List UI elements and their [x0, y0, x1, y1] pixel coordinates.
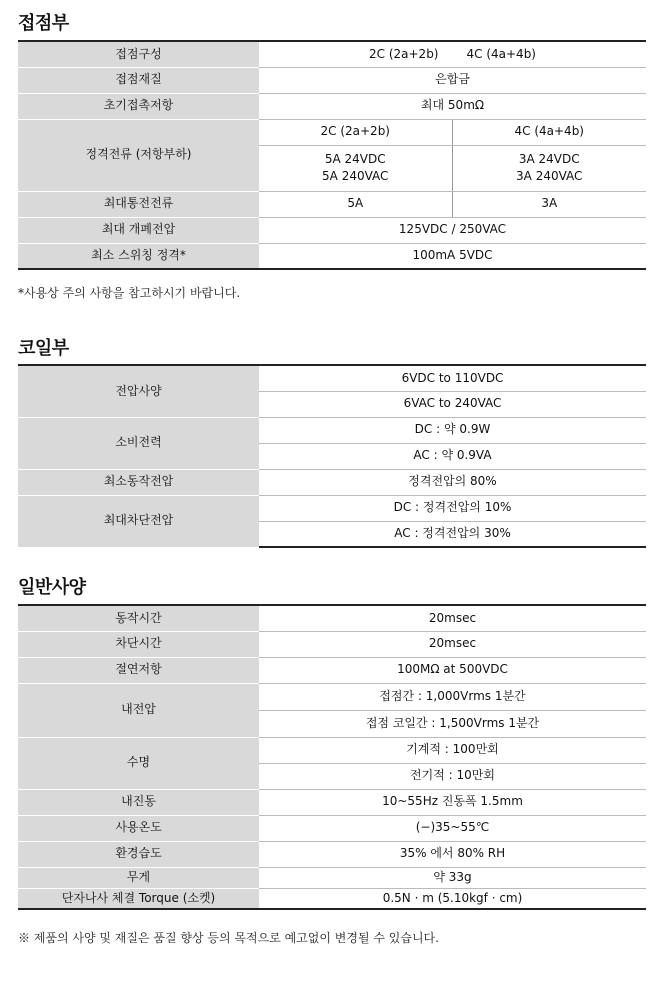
- row-label: 최대차단전압: [18, 495, 259, 547]
- rated-2c-ac: 5A 240VAC: [322, 169, 389, 183]
- table-row: [18, 657, 646, 683]
- general-spec-table: [18, 604, 646, 910]
- row-value: 6VDC to 110VDC: [259, 365, 646, 391]
- coil-spec-table: [18, 364, 646, 548]
- table-row: [18, 605, 646, 631]
- row-value: [259, 41, 646, 67]
- contact-spec-table: [18, 40, 646, 270]
- table-row: [18, 93, 646, 119]
- table-row: [18, 41, 646, 67]
- row-value: 6VAC to 240VAC: [259, 391, 646, 417]
- rated-4c-ac: 3A 240VAC: [516, 169, 583, 183]
- section-title-general: 일반사양: [18, 577, 86, 598]
- table-row: [18, 495, 646, 521]
- row-value: 5A: [259, 191, 452, 217]
- table-row: [18, 191, 646, 217]
- table-row: [18, 737, 646, 763]
- row-value: AC : 약 0.9VA: [259, 443, 646, 469]
- rated-current-sublabel: (저항부하): [135, 147, 192, 162]
- row-value: 3A: [452, 191, 646, 217]
- rated-2c-dc: 5A 24VDC: [324, 151, 386, 166]
- section-title-contact: 접점부: [18, 13, 69, 34]
- row-value: 125VDC / 250VAC: [259, 217, 646, 243]
- row-value: (−)35~55℃: [259, 815, 646, 841]
- general-note: ※ 제품의 사양 및 재질은 품질 향상 등의 목적으로 예고없이 변경될 수 있습니다.: [18, 931, 439, 945]
- row-label: [18, 119, 259, 191]
- row-value: 접점 코일간 : 1,500Vrms 1분간: [259, 710, 646, 737]
- row-value: 100mA 5VDC: [259, 243, 646, 269]
- row-value: DC : 정격전압의 10%: [259, 495, 646, 521]
- row-value: AC : 정격전압의 30%: [259, 521, 646, 547]
- row-value: 20msec: [259, 631, 646, 657]
- table-row: [18, 67, 646, 93]
- row-value: 약 33g: [259, 867, 646, 888]
- row-label: 단자나사 체결 Torque (소켓): [18, 888, 259, 909]
- row-label: 전압사양: [18, 365, 259, 417]
- table-row: [18, 469, 646, 495]
- table-row: [18, 417, 646, 443]
- section-title-coil: 코일부: [18, 338, 69, 359]
- table-row: [18, 789, 646, 815]
- config-2c: 2C (2a+2b): [369, 46, 439, 61]
- row-label: 접점재질: [18, 67, 259, 93]
- row-value: 10~55Hz 진동폭 1.5mm: [259, 789, 646, 815]
- table-row: [18, 243, 646, 269]
- row-label: 최소 스위칭 정격*: [18, 243, 259, 269]
- table-row: [18, 867, 646, 888]
- row-value: DC : 약 0.9W: [259, 417, 646, 443]
- row-value: 접점간 : 1,000Vrms 1분간: [259, 683, 646, 710]
- row-label: 동작시간: [18, 605, 259, 631]
- row-value: 정격전압의 80%: [259, 469, 646, 495]
- config-4c: 4C (4a+4b): [466, 46, 536, 61]
- row-label: 최소동작전압: [18, 469, 259, 495]
- row-value: 전기적 : 10만회: [259, 763, 646, 789]
- row-value: [452, 145, 646, 191]
- table-row: [18, 841, 646, 867]
- row-value: 은합금: [259, 67, 646, 93]
- col-head-4c: 4C (4a+4b): [452, 119, 646, 145]
- table-row: [18, 119, 646, 145]
- contact-note: *사용상 주의 사항을 참고하시기 바랍니다.: [18, 286, 241, 300]
- row-label: 내전압: [18, 683, 259, 737]
- row-value: 0.5N · m (5.10kgf · cm): [259, 888, 646, 909]
- row-label: 무게: [18, 867, 259, 888]
- row-label: 수명: [18, 737, 259, 789]
- row-label: 절연저항: [18, 657, 259, 683]
- rated-current-label: 정격전류: [85, 147, 132, 162]
- row-label: 초기접촉저항: [18, 93, 259, 119]
- row-label: 소비전력: [18, 417, 259, 469]
- rated-4c-dc: 3A 24VDC: [518, 151, 580, 166]
- row-label: 최대통전전류: [18, 191, 259, 217]
- row-label: 차단시간: [18, 631, 259, 657]
- row-value: 기계적 : 100만회: [259, 737, 646, 763]
- row-label: 환경습도: [18, 841, 259, 867]
- table-row: [18, 631, 646, 657]
- row-label: 사용온도: [18, 815, 259, 841]
- row-value: 100MΩ at 500VDC: [259, 657, 646, 683]
- table-row: [18, 683, 646, 710]
- row-label: 접점구성: [18, 41, 259, 67]
- row-value: 20msec: [259, 605, 646, 631]
- row-value: [259, 145, 452, 191]
- col-head-2c: 2C (2a+2b): [259, 119, 452, 145]
- table-row: [18, 888, 646, 909]
- table-row: [18, 217, 646, 243]
- table-row: [18, 815, 646, 841]
- row-value: 최대 50mΩ: [259, 93, 646, 119]
- row-label: 최대 개폐전압: [18, 217, 259, 243]
- row-label: 내진동: [18, 789, 259, 815]
- row-value: 35% 에서 80% RH: [259, 841, 646, 867]
- table-row: [18, 365, 646, 391]
